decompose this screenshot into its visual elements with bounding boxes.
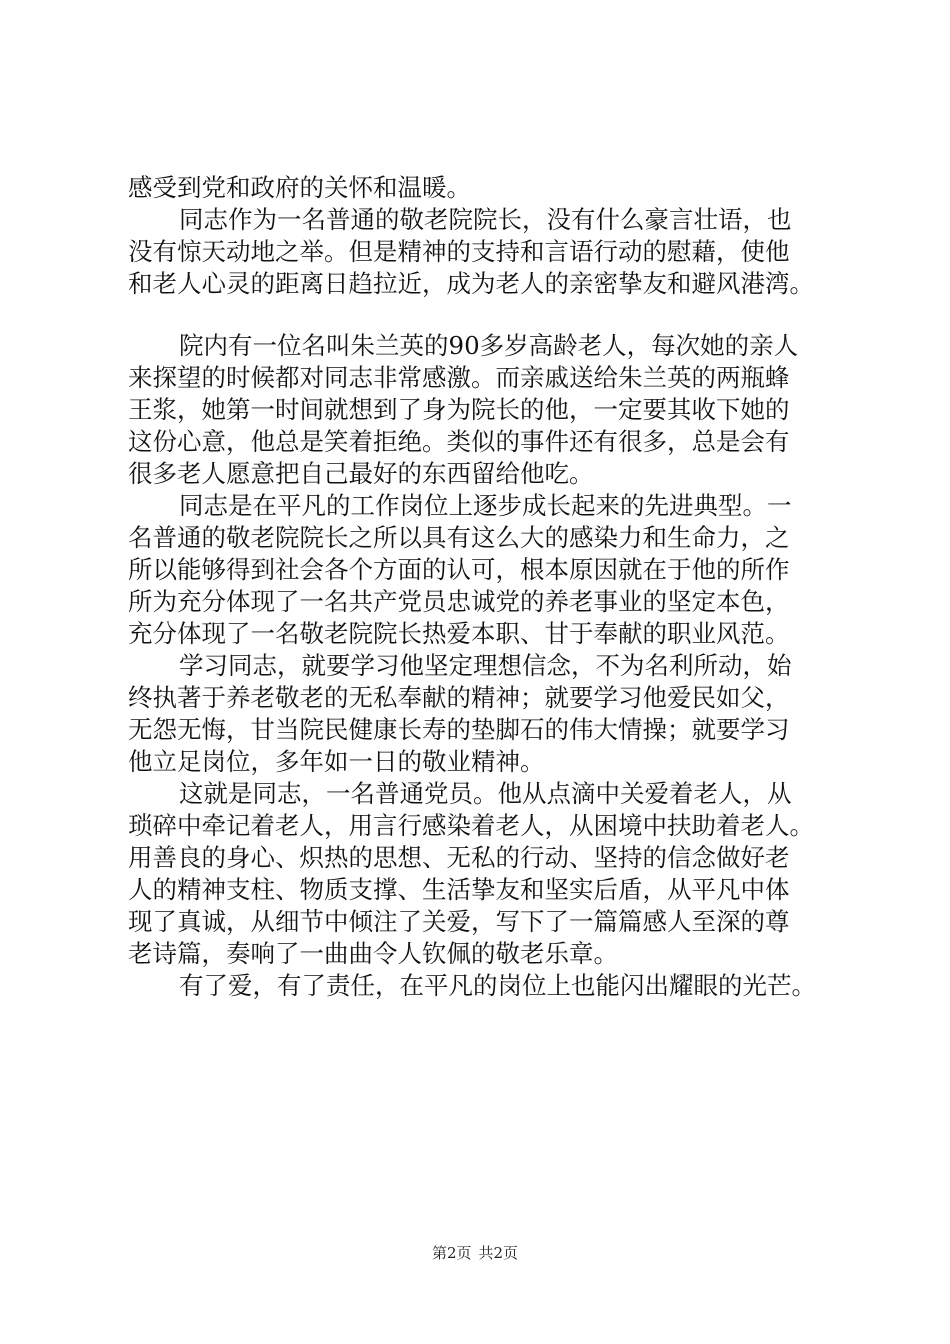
text-line: 来探望的时候都对同志非常感激。而亲戚送给朱兰英的两瓶蜂: [128, 363, 790, 392]
page-footer: [0, 1243, 950, 1263]
text-line: 同志作为一名普通的敬老院院长，没有什么豪言壮语，也: [179, 205, 792, 234]
text-line: 充分体现了一名敬老院院长热爱本职、甘于奉献的职业风范。: [128, 619, 790, 648]
text-line: 感受到党和政府的关怀和温暖。: [128, 173, 471, 202]
text-line: 名普通的敬老院院长之所以具有这么大的感染力和生命力，之: [128, 523, 790, 552]
text-line: 这份心意，他总是笑着拒绝。类似的事件还有很多，总是会有: [128, 427, 790, 456]
text-line: 所为充分体现了一名共产党员忠诚党的养老事业的坚定本色，: [128, 587, 790, 616]
text-line: 他立足岗位，多年如一日的敬业精神。: [128, 747, 545, 776]
text-line: 王浆，她第一时间就想到了身为院长的他，一定要其收下她的: [128, 395, 790, 424]
page-total: 共2页: [478, 1244, 519, 1262]
text-line: 这就是同志，一名普通党员。他从点滴中关爱着老人，从: [179, 779, 792, 808]
text-line: 老诗篇，奏响了一曲曲令人钦佩的敬老乐章。: [128, 939, 618, 968]
page-number: 第2页: [431, 1244, 472, 1262]
text-line: 现了真诚，从细节中倾注了关爱，写下了一篇篇感人至深的尊: [128, 907, 790, 936]
text-line: 学习同志，就要学习他坚定理想信念，不为名利所动，始: [179, 651, 792, 680]
text-line: 很多老人愿意把自己最好的东西留给他吃。: [128, 459, 594, 488]
text-line: 用善良的身心、炽热的思想、无私的行动、坚持的信念做好老: [128, 843, 790, 872]
text-line: 人的精神支柱、物质支撑、生活挚友和坚实后盾，从平凡中体: [128, 875, 790, 904]
text-line: 同志是在平凡的工作岗位上逐步成长起来的先进典型。一: [179, 491, 792, 520]
text-line: 终执著于养老敬老的无私奉献的精神；就要学习他爱民如父，: [128, 683, 790, 712]
text-line: 有了爱，有了责任，在平凡的岗位上也能闪出耀眼的光芒。: [179, 971, 816, 1000]
text-line: 所以能够得到社会各个方面的认可，根本原因就在于他的所作: [128, 555, 790, 584]
paragraph-gap: [128, 300, 840, 330]
text-line: 没有惊天动地之举。但是精神的支持和言语行动的慰藉，使他: [128, 237, 790, 266]
text-line: 和老人心灵的距离日趋拉近，成为老人的亲密挚友和避风港湾。: [128, 269, 814, 298]
text-line: 琐碎中牵记着老人，用言行感染着老人，从困境中扶助着老人。: [128, 811, 814, 840]
text-line: 无怨无悔，甘当院民健康长寿的垫脚石的伟大情操；就要学习: [128, 715, 790, 744]
document-body: [128, 172, 840, 1002]
text-line: 院内有一位名叫朱兰英的90多岁高龄老人，每次她的亲人: [179, 331, 799, 360]
